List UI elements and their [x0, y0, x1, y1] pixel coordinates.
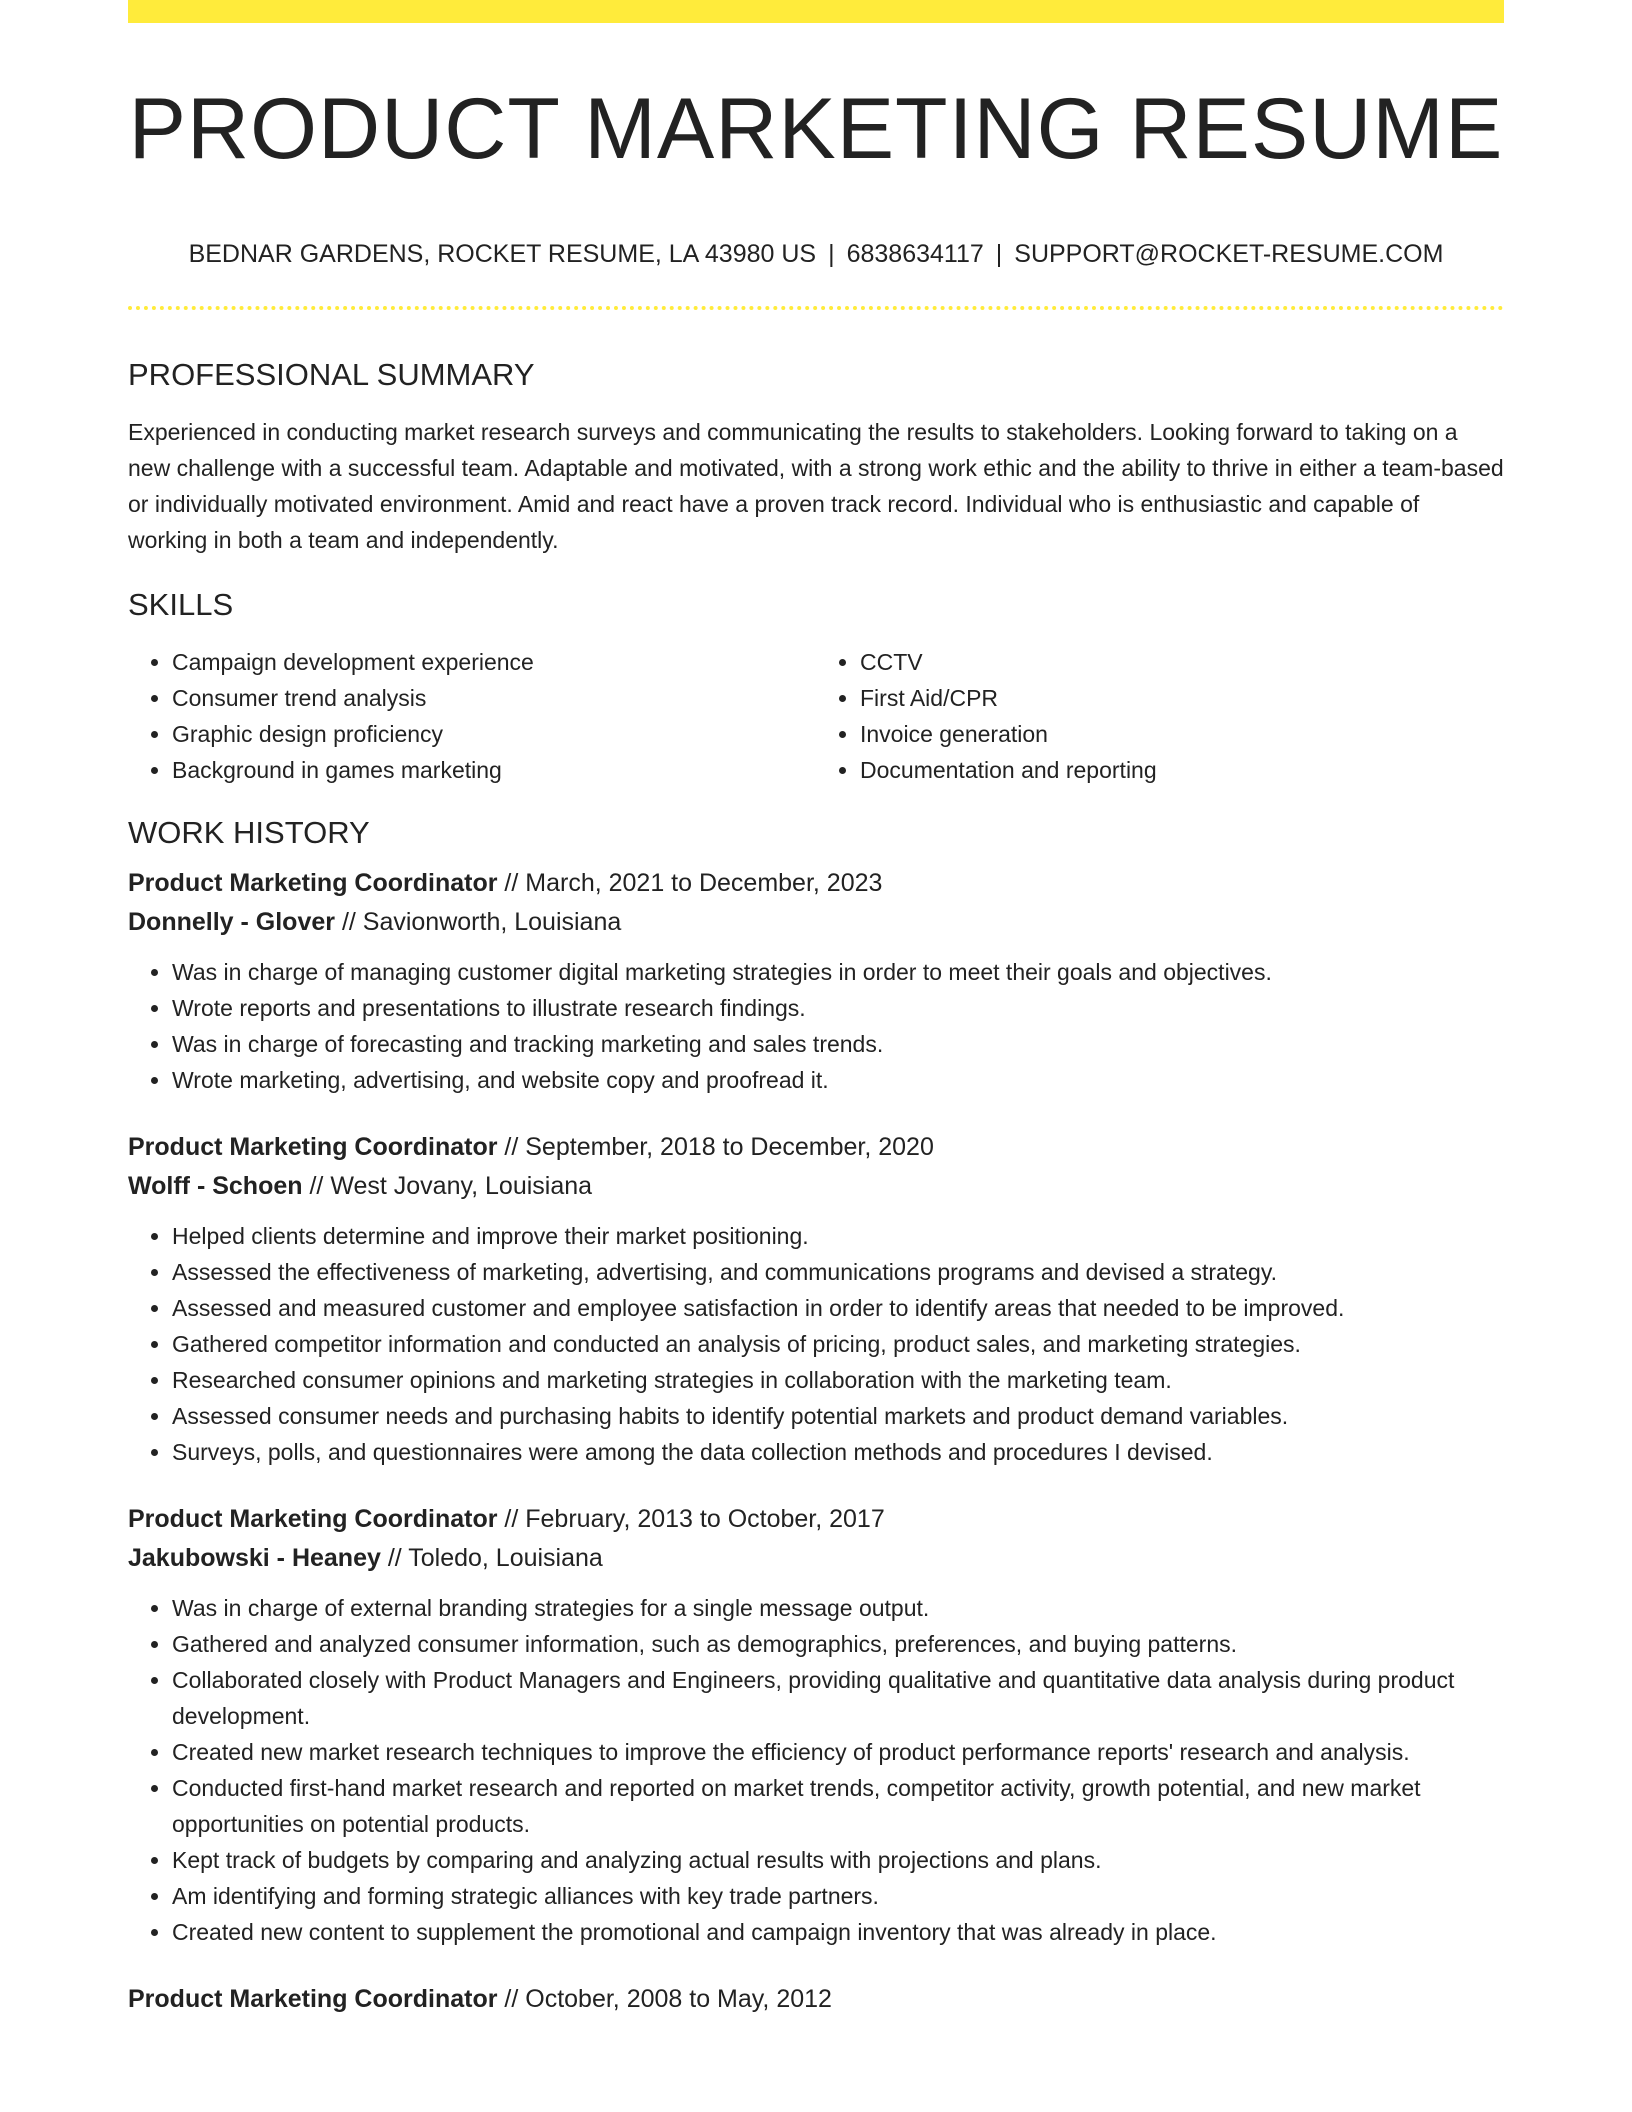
job-bullet: • Kept track of budgets by comparing and analyzing actual results with projections and plans. [172, 1842, 1504, 1878]
job-title-line [128, 864, 1504, 903]
job-bullet: • Am identifying and forming strategic alliances with key trade partners. [172, 1878, 1504, 1914]
job-title-line [128, 1500, 1504, 1539]
contact-phone: 6838634117 [846, 240, 984, 268]
job-company-line [128, 1167, 1504, 1206]
skills-right-list [816, 644, 1504, 788]
summary-text: Experienced in conducting market research surveys and communicating the results to stakeholders. Looking forward to taking on a new challenge with a successful team. Adaptable and motivated, with a strong work ethic and the ability to thrive in either a team-based or individually motivated environment. Amid and react have a proven track record. Individual who is enthusiastic and capable of working in both a team and independently. [128, 419, 1504, 553]
job-company: Donnelly - Glover [128, 908, 335, 936]
job-dates: // September, 2018 to December, 2020 [504, 1133, 934, 1161]
accent-top-bar [128, 0, 1504, 23]
job-company: Jakubowski - Heaney [128, 1544, 381, 1572]
resume-title: PRODUCT MARKETING RESUME [128, 81, 1504, 177]
skills-columns [128, 644, 1504, 788]
job-company-line [128, 1539, 1504, 1578]
job-location: // West Jovany, Louisiana [309, 1172, 593, 1200]
job-bullets [128, 1590, 1504, 1950]
job-bullet: • Surveys, polls, and questionnaires were among the data collection methods and procedures I devised. [172, 1434, 1504, 1470]
job-location: // Savionworth, Louisiana [341, 908, 622, 936]
skill-item: • CCTV [860, 644, 1504, 680]
skill-item: • Campaign development experience [172, 644, 816, 680]
job-bullet: • Collaborated closely with Product Managers and Engineers, providing qualitative and quantitative data analysis during product development. [172, 1662, 1504, 1734]
job-bullet: • Assessed and measured customer and employee satisfaction in order to identify areas that needed to be improved. [172, 1290, 1504, 1326]
skill-item: • First Aid/CPR [860, 680, 1504, 716]
contact-address: BEDNAR GARDENS, ROCKET RESUME, LA 43980 US [188, 240, 817, 268]
skill-item: • Consumer trend analysis [172, 680, 816, 716]
job-dates: // October, 2008 to May, 2012 [504, 1985, 832, 2013]
job-bullet: • Created new content to supplement the promotional and campaign inventory that was already in place. [172, 1914, 1504, 1950]
job-title-line [128, 1128, 1504, 1167]
skill-item: • Documentation and reporting [860, 752, 1504, 788]
header-divider [128, 306, 1504, 310]
job-bullets [128, 954, 1504, 1098]
job-bullet: • Was in charge of external branding strategies for a single message output. [172, 1590, 1504, 1626]
job-bullet: • Wrote marketing, advertising, and website copy and proofread it. [172, 1062, 1504, 1098]
skills-left-list [128, 644, 816, 788]
work-history-heading: WORK HISTORY [128, 815, 370, 850]
job-bullet: • Assessed the effectiveness of marketing, advertising, and communications programs and devised a strategy. [172, 1254, 1504, 1290]
job-bullet: • Helped clients determine and improve their market positioning. [172, 1218, 1504, 1254]
summary-section [128, 350, 1504, 558]
job-company-line [128, 903, 1504, 942]
job-title: Product Marketing Coordinator [128, 1985, 498, 2013]
skills-heading: SKILLS [128, 587, 234, 622]
job-title: Product Marketing Coordinator [128, 1505, 498, 1533]
summary-heading: PROFESSIONAL SUMMARY [128, 357, 535, 392]
job-bullet: • Assessed consumer needs and purchasing habits to identify potential markets and product demand variables. [172, 1398, 1504, 1434]
job-dates: // February, 2013 to October, 2017 [504, 1505, 885, 1533]
job-bullet: • Was in charge of managing customer digital marketing strategies in order to meet their goals and objectives. [172, 954, 1504, 990]
job-bullet: • Created new market research techniques to improve the efficiency of product performance reports' research and analysis. [172, 1734, 1504, 1770]
skills-section [128, 580, 1504, 788]
job-location: // Toledo, Louisiana [387, 1544, 603, 1572]
job-title-line [128, 1980, 1504, 2019]
job-company: Wolff - Schoen [128, 1172, 303, 1200]
job-entry [128, 1128, 1504, 1470]
job-entry [128, 1500, 1504, 1950]
job-bullet: • Conducted first-hand market research and reported on market trends, competitor activity, growth potential, and new market opportunities on potential products. [172, 1770, 1504, 1842]
job-entry [128, 1980, 1504, 2019]
job-bullet: • Gathered and analyzed consumer information, such as demographics, preferences, and buying patterns. [172, 1626, 1504, 1662]
contact-separator: | [995, 240, 1003, 268]
job-bullet: • Was in charge of forecasting and tracking marketing and sales trends. [172, 1026, 1504, 1062]
contact-line [128, 236, 1504, 272]
resume-body [128, 350, 1504, 2019]
skill-item: • Invoice generation [860, 716, 1504, 752]
skill-item: • Background in games marketing [172, 752, 816, 788]
job-bullet: • Researched consumer opinions and marketing strategies in collaboration with the marketing team. [172, 1362, 1504, 1398]
skill-item: • Graphic design proficiency [172, 716, 816, 752]
job-bullets [128, 1218, 1504, 1470]
job-bullet: • Gathered competitor information and conducted an analysis of pricing, product sales, and marketing strategies. [172, 1326, 1504, 1362]
job-entry [128, 864, 1504, 1098]
contact-email[interactable]: SUPPORT@ROCKET-RESUME.COM [1014, 240, 1444, 268]
work-history-section [128, 808, 1504, 2019]
contact-separator: | [828, 240, 835, 268]
job-title: Product Marketing Coordinator [128, 1133, 498, 1161]
job-title: Product Marketing Coordinator [128, 869, 498, 897]
job-bullet: • Wrote reports and presentations to illustrate research findings. [172, 990, 1504, 1026]
job-dates: // March, 2021 to December, 2023 [504, 869, 883, 897]
